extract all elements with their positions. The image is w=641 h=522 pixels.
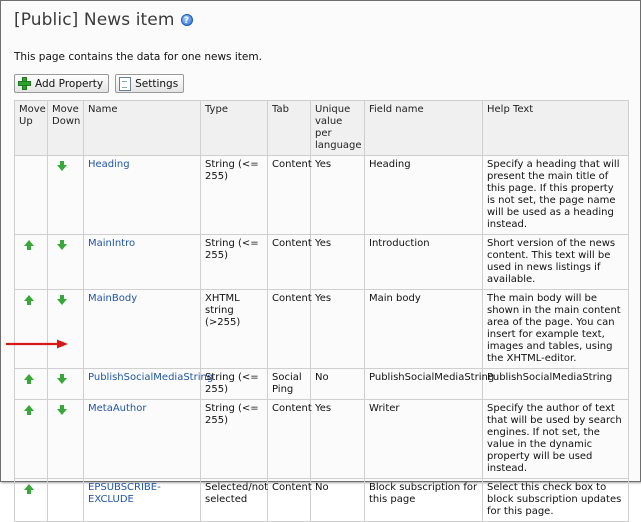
property-name-link[interactable]: MainBody [84,290,201,369]
move-up-cell [15,235,48,290]
unique-cell: Yes [311,235,365,290]
field-name-cell: Writer [365,400,483,479]
help-text-cell: Specify the author of text that will be used by search engines. If not set, the value in the dynamic property will be used instead. [483,400,629,479]
tab-cell: Content [268,290,311,369]
field-name-cell: Heading [365,156,483,235]
help-text-cell: Specify a heading that will present the main title of this page. If this property is not set, the page name will be used as a heading instead. [483,156,629,235]
title-row [14,10,193,30]
move-down-cell [48,369,84,400]
unique-cell: Yes [311,400,365,479]
unique-cell: Yes [311,290,365,369]
tab-cell: Content [268,235,311,290]
add-property-button[interactable] [14,74,109,93]
col-header-move-down: Move Down [48,101,84,156]
move-up-cell [15,479,48,522]
table-row [15,479,629,522]
col-header-field-name: Field name [365,101,483,156]
page-title: [Public] News item [14,10,175,30]
tab-cell: Content [268,400,311,479]
page-description: This page contains the data for one news item. [14,51,262,63]
move-up-icon[interactable] [24,484,34,490]
table-row [15,235,629,290]
move-up-icon[interactable] [24,240,34,246]
move-down-icon[interactable] [57,165,67,171]
settings-button[interactable] [115,74,184,93]
property-name-link[interactable]: Heading [84,156,201,235]
unique-cell: No [311,369,365,400]
help-icon[interactable]: ? [181,14,193,26]
settings-document-icon [119,77,131,91]
col-header-help-text: Help Text [483,101,629,156]
col-header-type: Type [201,101,268,156]
settings-label: Settings [135,77,179,90]
toolbar [14,74,184,93]
field-name-cell: PublishSocialMediaString [365,369,483,400]
move-down-icon[interactable] [57,378,67,384]
properties-table [14,100,629,522]
help-text-cell: The main body will be shown in the main content area of the page. You can insert for example text, images and tables, using the XHTML-editor. [483,290,629,369]
move-down-icon[interactable] [57,409,67,415]
type-cell: String (<= 255) [201,400,268,479]
move-up-cell [15,156,48,235]
type-cell: Selected/not selected [201,479,268,522]
move-down-cell [48,400,84,479]
move-down-cell [48,235,84,290]
move-down-icon[interactable] [57,244,67,250]
type-cell: String (<= 255) [201,156,268,235]
add-icon [18,77,31,90]
unique-cell: No [311,479,365,522]
type-cell: String (<= 255) [201,235,268,290]
col-header-name: Name [84,101,201,156]
move-up-cell [15,369,48,400]
move-up-icon[interactable] [24,405,34,411]
move-up-cell [15,290,48,369]
move-down-cell [48,290,84,369]
table-row [15,156,629,235]
table-row [15,290,629,369]
move-down-icon[interactable] [57,299,67,305]
field-name-cell: Introduction [365,235,483,290]
red-pointer-arrow-icon [5,339,69,349]
help-text-cell: Select this check box to block subscription updates for this page. [483,479,629,522]
move-up-icon[interactable] [24,374,34,380]
table-row [15,369,629,400]
col-header-move-up: Move Up [15,101,48,156]
help-text-cell: PublishSocialMediaString [483,369,629,400]
field-name-cell: Block subscription for this page [365,479,483,522]
move-up-cell [15,400,48,479]
unique-cell: Yes [311,156,365,235]
table-header-row [15,101,629,156]
add-property-label: Add Property [35,77,104,90]
col-header-tab: Tab [268,101,311,156]
property-name-link[interactable]: MainIntro [84,235,201,290]
col-header-unique: Unique value per language [311,101,365,156]
field-name-cell: Main body [365,290,483,369]
property-name-link[interactable]: PublishSocialMediaString [84,369,201,400]
tab-cell: Content [268,156,311,235]
type-cell: String (<= 255) [201,369,268,400]
move-down-cell [48,479,84,522]
move-down-cell [48,156,84,235]
property-name-link[interactable]: MetaAuthor [84,400,201,479]
help-text-cell: Short version of the news content. This text will be used in news listings if available. [483,235,629,290]
tab-cell: Social Ping [268,369,311,400]
table-row [15,400,629,479]
type-cell: XHTML string (>255) [201,290,268,369]
move-up-icon[interactable] [24,295,34,301]
property-name-link[interactable]: EPSUBSCRIBE-EXCLUDE [84,479,201,522]
tab-cell: Content [268,479,311,522]
